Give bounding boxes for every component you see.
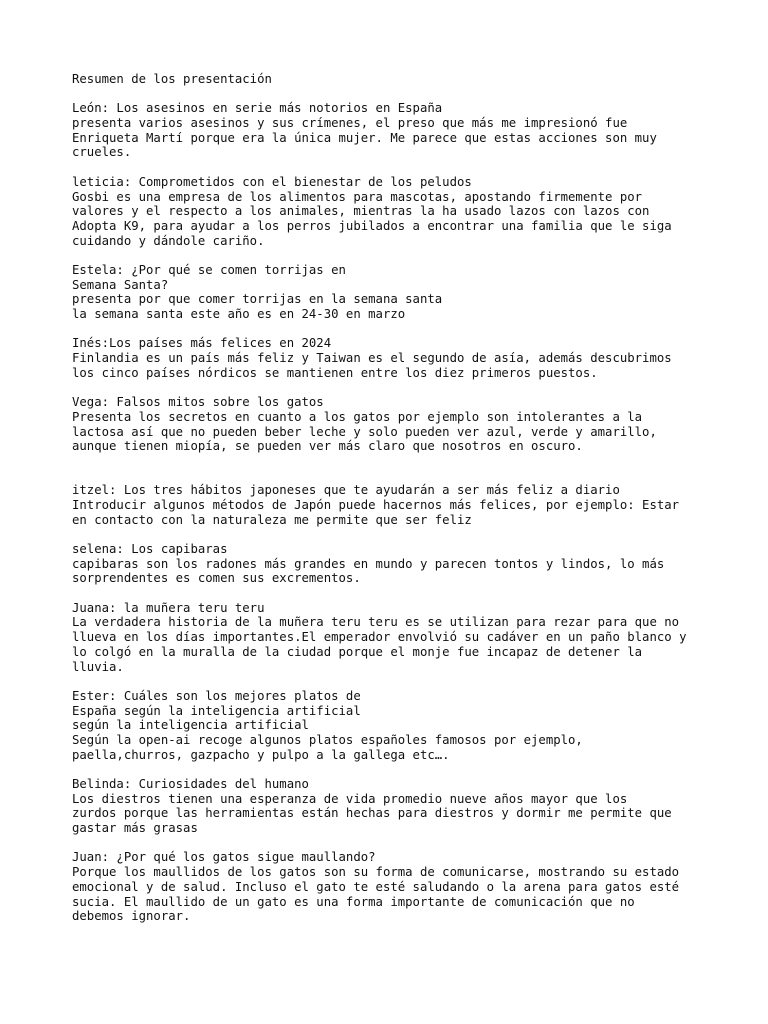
summary-text-line: debemos ignorar.: [72, 909, 191, 924]
summary-text-line: lluvia.: [72, 659, 124, 674]
summary-text-line: gastar más grasas: [72, 821, 198, 836]
paragraph-gap: [72, 469, 732, 484]
summary-text-line: Adopta K9, para ayudar a los perros jubilados a encontrar una familia que le siga: [72, 218, 672, 233]
summary-heading: León: Los asesinos en serie más notorios en España: [72, 101, 443, 116]
summary-text-line: lo colgó en la muralla de la ciudad porque el monje fue incapaz de detener la: [72, 644, 643, 659]
summary-text-line: sucia. El maullido de un gato es una forma importante de comunicación que no: [72, 894, 635, 909]
presentation-summary: [72, 601, 732, 674]
summary-heading: Vega: Falsos mitos sobre los gatos: [72, 395, 324, 410]
paragraph-gap: [72, 527, 732, 542]
paragraph-gap: [72, 87, 732, 102]
summary-text-line: lactosa así que no pueden beber leche y solo pueden ver azul, verde y amarillo,: [72, 424, 657, 439]
summary-text-line: Presenta los secretos en cuanto a los gatos por ejemplo son intolerantes a la: [72, 409, 643, 424]
presentation-summary: [72, 689, 732, 762]
summary-heading: leticia: Comprometidos con el bienestar de los peludos: [72, 174, 472, 189]
summary-heading: selena: Los capibaras: [72, 542, 228, 556]
summary-text-line: La verdadera historia de la muñera teru teru es se utilizan para rezar para que no: [72, 615, 680, 630]
summary-text-line: crueles.: [72, 145, 132, 160]
presentation-summary: [72, 483, 732, 527]
document-title: Resumen de los presentación: [72, 72, 272, 86]
paragraph-gap: [72, 380, 732, 395]
summary-heading: Estela: ¿Por qué se comen torrijas en: [72, 262, 346, 277]
summary-text-line: capibaras son los radones más grandes en mundo y parecen tontos y lindos, lo más: [72, 556, 665, 571]
summary-text-line: los cinco países nórdicos se mantienen entre los diez primeros puestos.: [72, 365, 598, 380]
summary-heading: Juan: ¿Por qué los gatos sigue maullando?: [72, 850, 376, 865]
summary-text-line: presenta por que comer torrijas en la semana santa: [72, 292, 443, 307]
summary-text-line: emocional y de salud. Incluso el gato te esté saludando o la arena para gatos esté: [72, 879, 680, 894]
presentation-summary: [72, 101, 732, 160]
summary-text-line: según la inteligencia artificial: [72, 718, 309, 733]
summary-heading: Belinda: Curiosidades del humano: [72, 777, 309, 791]
summary-text-line: Enriqueta Martí porque era la única mujer. Me parece que estas acciones son muy: [72, 130, 657, 145]
summary-text-line: Finlandia es un país más feliz y Taiwan es el segundo de asía, además descubrimos: [72, 351, 672, 366]
paragraph-gap: [72, 586, 732, 601]
summary-heading: Ester: Cuáles son los mejores platos de: [72, 688, 361, 703]
summary-text-line: Los diestros tienen una esperanza de vida promedio nueve años mayor que los: [72, 791, 628, 806]
document-body: [72, 87, 732, 924]
paragraph-gap: [72, 160, 732, 175]
summary-text-line: sorprendentes es comen sus excrementos.: [72, 571, 361, 586]
summary-text-line: Introducir algunos métodos de Japón puede hacernos más felices, por ejemplo: Estar: [72, 497, 680, 512]
paragraph-gap: [72, 454, 732, 469]
summary-text-line: zurdos porque las herramientas están hechas para diestros y dormir me permite que: [72, 806, 672, 821]
summary-heading: Juana: la muñera teru teru: [72, 600, 265, 615]
summary-text-line: Según la open-ai recoge algunos platos españoles famosos por ejemplo,: [72, 732, 583, 747]
presentation-summary: [72, 395, 732, 454]
summary-text-line: llueva en los días importantes.El emperador envolvió su cadáver en un paño blanco y: [72, 630, 687, 645]
paragraph-gap: [72, 836, 732, 851]
summary-heading: itzel: Los tres hábitos japoneses que te ayudarán a ser más feliz a diario: [72, 483, 620, 498]
presentation-summary: [72, 777, 732, 836]
summary-text-line: cuidando y dándole cariño.: [72, 233, 265, 248]
summary-text-line: Gosbi es una empresa de los alimentos para mascotas, apostando firmemente por: [72, 189, 643, 204]
summary-text-line: aunque tienen miopía, se pueden ver más claro que nosotros en oscuro.: [72, 439, 583, 454]
paragraph-gap: [72, 248, 732, 263]
presentation-summary: [72, 175, 732, 248]
paragraph-gap: [72, 762, 732, 777]
document-page: [72, 72, 732, 924]
paragraph-gap: [72, 322, 732, 337]
summary-heading: Inés:Los países más felices en 2024: [72, 336, 332, 351]
summary-text-line: Porque los maullidos de los gatos son su forma de comunicarse, mostrando su estado: [72, 865, 680, 880]
summary-text-line: paella,churros, gazpacho y pulpo a la gallega etc….: [72, 747, 450, 762]
summary-text-line: Semana Santa?: [72, 277, 169, 292]
paragraph-gap: [72, 674, 732, 689]
summary-text-line: valores y el respecto a los animales, mientras la ha usado lazos con lazos con: [72, 204, 650, 219]
summary-text-line: España según la inteligencia artificial: [72, 703, 361, 718]
presentation-summary: [72, 336, 732, 380]
summary-text-line: presenta varios asesinos y sus crímenes, el preso que más me impresionó fue: [72, 116, 628, 131]
presentation-summary: [72, 850, 732, 923]
summary-text-line: en contacto con la naturaleza me permite que ser feliz: [72, 512, 472, 527]
summary-text-line: la semana santa este año es en 24-30 en marzo: [72, 307, 406, 321]
presentation-summary: [72, 542, 732, 586]
presentation-summary: [72, 263, 732, 322]
